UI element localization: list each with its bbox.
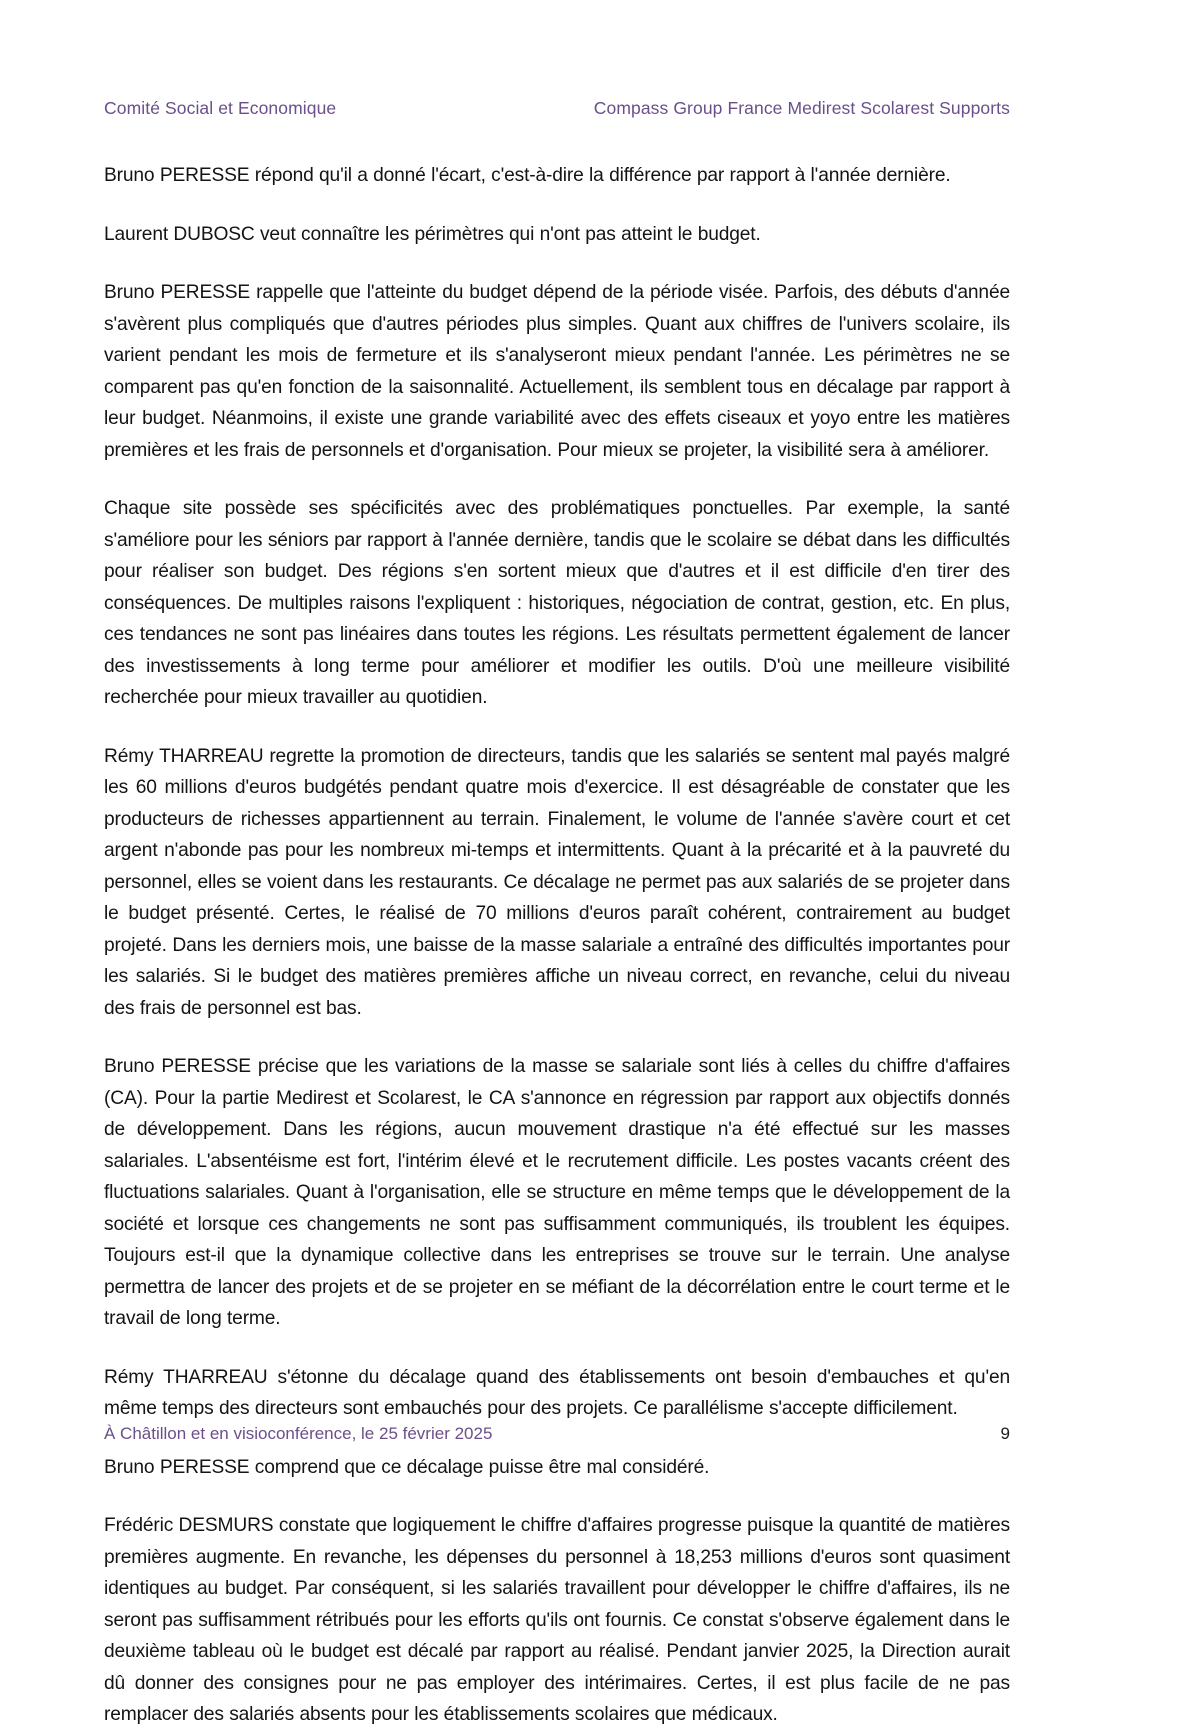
page-number: 9 xyxy=(1000,1424,1010,1443)
page-footer xyxy=(104,1424,1010,1444)
paragraph: Laurent DUBOSC veut connaître les périmètres qui n'ont pas atteint le budget. xyxy=(104,223,761,245)
footer-location-date: À Châtillon et en visioconférence, le 25 février 2025 xyxy=(104,1424,493,1443)
header-left-title: Comité Social et Economique xyxy=(104,98,337,118)
header-right-title: Compass Group France Medirest Scolarest Supports xyxy=(593,98,1010,118)
page-header xyxy=(104,98,1010,119)
document-body xyxy=(104,160,1010,1731)
paragraph: Bruno PERESSE précise que les variations de la masse se salariale sont liés à celles du chiffre d'affaires (CA). Pour la partie Medirest et Scolarest, le CA s'annonce en régression par rapport aux objectifs donnés de développement. Dans les régions, aucun mouvement drastique n'a été effectué sur les masses salariales. L'absentéisme est fort, l'intérim élevé et le recrutement difficile. Les postes vacants créent des fluctuations salariales. Quant à l'organisation, elle se structure en même temps que le développement de la société et lorsque ces changements ne sont pas suffisamment communiqués, ils troublent les équipes. Toujours est-il que la dynamique collective dans les entreprises se trouve sur le terrain. Une analyse permettra de lancer des projets et de se projeter en se méfiant de la décorrélation entre le court terme et le travail de long terme. xyxy=(104,1056,1010,1329)
paragraph: Bruno PERESSE répond qu'il a donné l'écart, c'est-à-dire la différence par rapport à l'année dernière. xyxy=(104,165,951,186)
paragraph: Rémy THARREAU s'étonne du décalage quand des établissements ont besoin d'embauches et qu'en même temps des directeurs sont embauchés pour des projets. Ce parallélisme s'accepte difficilement. xyxy=(104,1366,1010,1419)
paragraph: Bruno PERESSE rappelle que l'atteinte du budget dépend de la période visée. Parfois, des débuts d'année s'avèrent plus compliqués que d'autres périodes plus simples. Quant aux chiffres de l'univers scolaire, ils varient pendant les mois de fermeture et ils s'analyseront mieux pendant l'année. Les périmètres ne se comparent pas qu'en fonction de la saisonnalité. Actuellement, ils semblent tous en décalage par rapport à leur budget. Néanmoins, il existe une grande variabilité avec des effets ciseaux et yoyo entre les matières premières et les frais de personnels et d'organisation. Pour mieux se projeter, la visibilité sera à améliorer. xyxy=(104,282,1010,461)
paragraph: Frédéric DESMURS constate que logiquement le chiffre d'affaires progresse puisque la quantité de matières premières augmente. En revanche, les dépenses du personnel à 18,253 millions d'euros sont quasiment identiques au budget. Par conséquent, si les salariés travaillent pour développer le chiffre d'affaires, ils ne seront pas suffisamment rétribués pour les efforts qu'ils ont fournis. Ce constat s'observe également dans le deuxième tableau où le budget est décalé par rapport au réalisé. Pendant janvier 2025, la Direction aurait dû donner des consignes pour ne pas employer des intérimaires. Certes, il est plus facile de ne pas remplacer des salariés absents pour les établissements scolaires que médicaux. xyxy=(104,1515,1010,1725)
paragraph: Chaque site possède ses spécificités avec des problématiques ponctuelles. Par exemple, la santé s'améliore pour les séniors par rapport à l'année dernière, tandis que le scolaire se débat dans les difficultés pour réaliser son budget. Des régions s'en sortent mieux que d'autres et il est difficile d'en tirer des conséquences. De multiples raisons l'expliquent : historiques, négociation de contrat, gestion, etc. En plus, ces tendances ne sont pas linéaires dans toutes les régions. Les résultats permettent également de lancer des investissements à long terme pour améliorer et modifier les outils. D'où une meilleure visibilité recherchée pour mieux travailler au quotidien. xyxy=(104,498,1010,708)
paragraph: Rémy THARREAU regrette la promotion de directeurs, tandis que les salariés se sentent mal payés malgré les 60 millions d'euros budgétés pendant quatre mois d'exercice. Il est désagréable de constater que les producteurs de richesses appartiennent au terrain. Finalement, le volume de l'année s'avère court et cet argent n'abonde pas pour les nombreux mi-temps et intermittents. Quant à la précarité et à la pauvreté du personnel, elles se voient dans les restaurants. Ce décalage ne permet pas aux salariés de se projeter dans le budget présenté. Certes, le réalisé de 70 millions d'euros paraît cohérent, contrairement au budget projeté. Dans les derniers mois, une baisse de la masse salariale a entraîné des difficultés importantes pour les salariés. Si le budget des matières premières affiche un niveau correct, en revanche, celui du niveau des frais de personnel est bas. xyxy=(104,745,1010,1019)
paragraph: Bruno PERESSE comprend que ce décalage puisse être mal considéré. xyxy=(104,1456,710,1478)
